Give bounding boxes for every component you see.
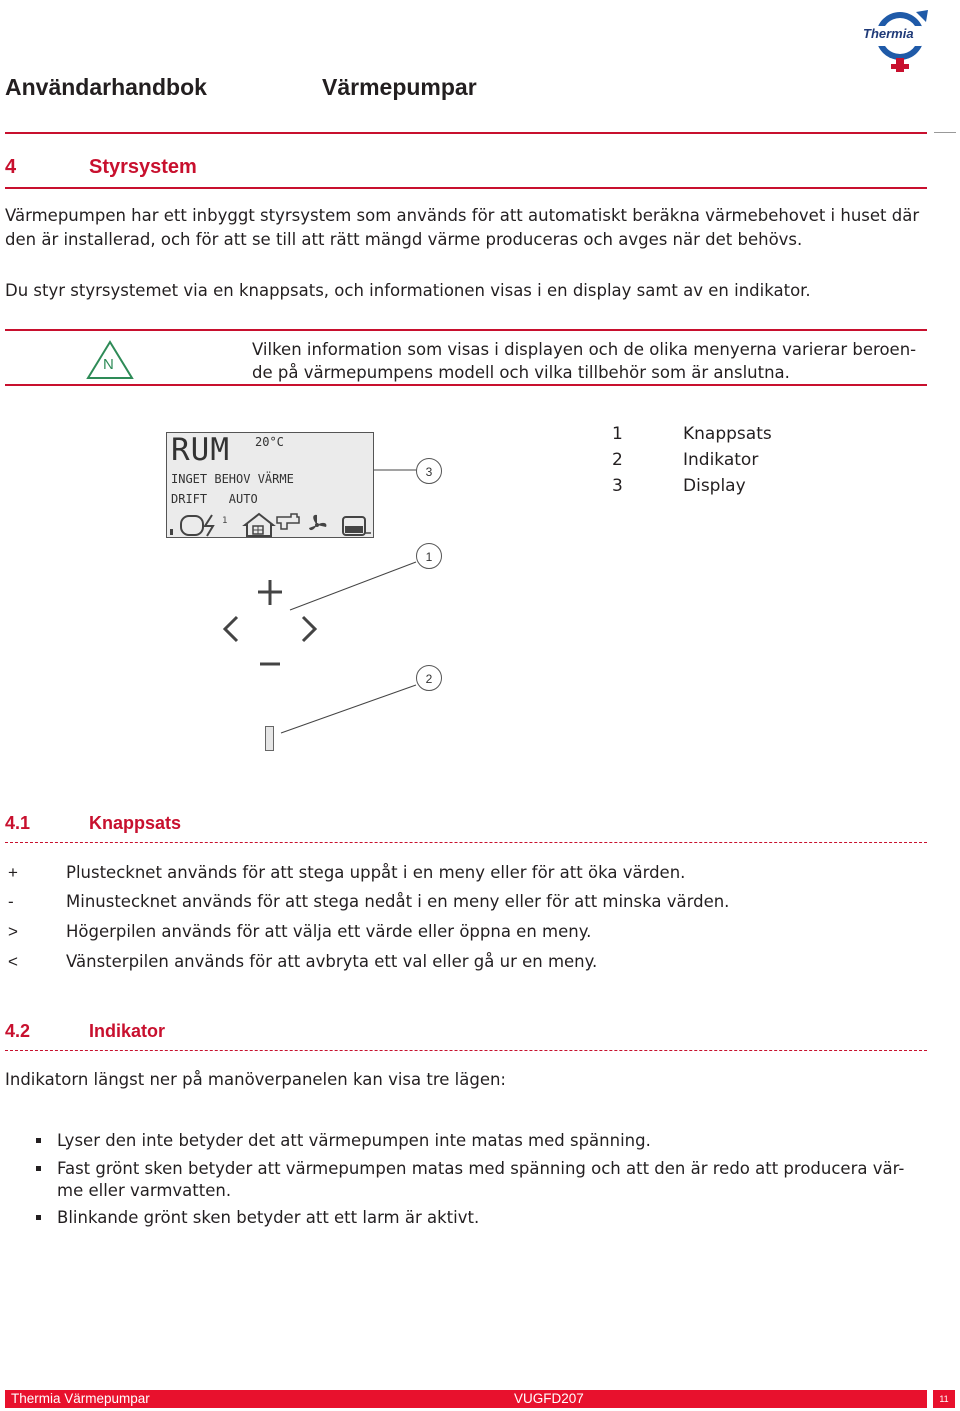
subsection-4-2-number: 4.2 [5,1021,31,1041]
bullet-text-2-line1: Fast grönt sken betyder att värmepumpen matas med spänning och att den är redo att producera vär- [57,1159,905,1178]
bullet-marker-2 [36,1166,41,1171]
intro-paragraph-line1: Värmepumpen har ett inbyggt styrsystem som används för att automatiskt beräkna värmebehovet i huset där [5,206,920,225]
control-paragraph: Du styr styrsystemet via en knappsats, och informationen visas i en display samt av en indikator. [5,281,811,300]
section-number: 4 [5,156,17,178]
keypad-symbol-minus: - [8,892,14,911]
footer-bar [5,1390,927,1408]
note-text-line1: Vilken information som visas i displayen och de olika menyerna varierar beroen- [252,340,917,359]
callout-1: 1 [416,543,442,569]
footer-doc-code: VUGFD207 [514,1391,584,1406]
keypad-desc-left: Vänsterpilen används för att avbryta ett val eller gå ur en meny. [66,952,598,971]
legend-number-1: 1 [612,424,623,444]
footer-page-number: 11 [933,1390,955,1408]
keypad-symbol-plus: + [8,863,18,882]
subsection-4-2-rule [5,1050,927,1051]
lcd-big-text: RUM [171,432,230,468]
section-title: Styrsystem [89,156,197,178]
footer-left-text: Thermia Värmepumpar [11,1391,150,1406]
callout-2: 2 [416,665,442,691]
bullet-marker-1 [36,1138,41,1143]
legend-label-2: Indikator [683,450,759,470]
product-title: Värmepumpar [322,74,477,100]
intro-paragraph-line2: den är installerad, och för att se till att rätt mängd värme produceras och avges när det behövs. [5,230,803,249]
subsection-4-1-title: Knappsats [89,813,182,833]
keypad-desc-right: Högerpilen används för att välja ett värde eller öppna en meny. [66,922,592,941]
lcd-temperature: 20°C [255,435,284,449]
bullet-text-2-line2: me eller varmvatten. [57,1181,232,1200]
logo-text: Thermia [863,26,914,41]
subsection-4-1-rule [5,842,927,843]
subsection-4-1-number: 4.1 [5,813,31,833]
keypad-symbol-right: > [8,922,18,941]
document-title: Användarhandbok [5,74,207,100]
keypad-symbol-left: < [8,952,18,971]
lcd-mode-line: DRIFT AUTO [171,492,258,506]
note-text-line2: de på värmepumpens modell och vilka tillbehör som är anslutna. [252,363,790,382]
callout-3: 3 [416,458,442,484]
keypad-desc-plus: Plustecknet används för att stega uppåt i en meny eller för att öka värden. [66,863,686,882]
legend-number-3: 3 [612,476,623,496]
bullet-marker-3 [36,1215,41,1220]
note-icon-letter: N [103,356,114,373]
legend-number-2: 2 [612,450,623,470]
indicator-intro: Indikatorn längst ner på manöverpanelen kan visa tre lägen: [5,1070,506,1089]
subsection-4-2-title: Indikator [89,1021,166,1041]
svg-text:1: 1 [222,516,228,526]
lcd-status-line: INGET BEHOV VÄRME [171,472,294,486]
legend-label-3: Display [683,476,746,496]
bullet-text-3: Blinkande grönt sken betyder att ett larm är aktivt. [57,1208,480,1227]
keypad-desc-minus: Minustecknet används för att stega nedåt i en meny eller för att minska värden. [66,892,730,911]
legend-label-1: Knappsats [683,424,772,444]
bullet-text-1: Lyser den inte betyder det att värmepumpen inte matas med spänning. [57,1131,651,1150]
